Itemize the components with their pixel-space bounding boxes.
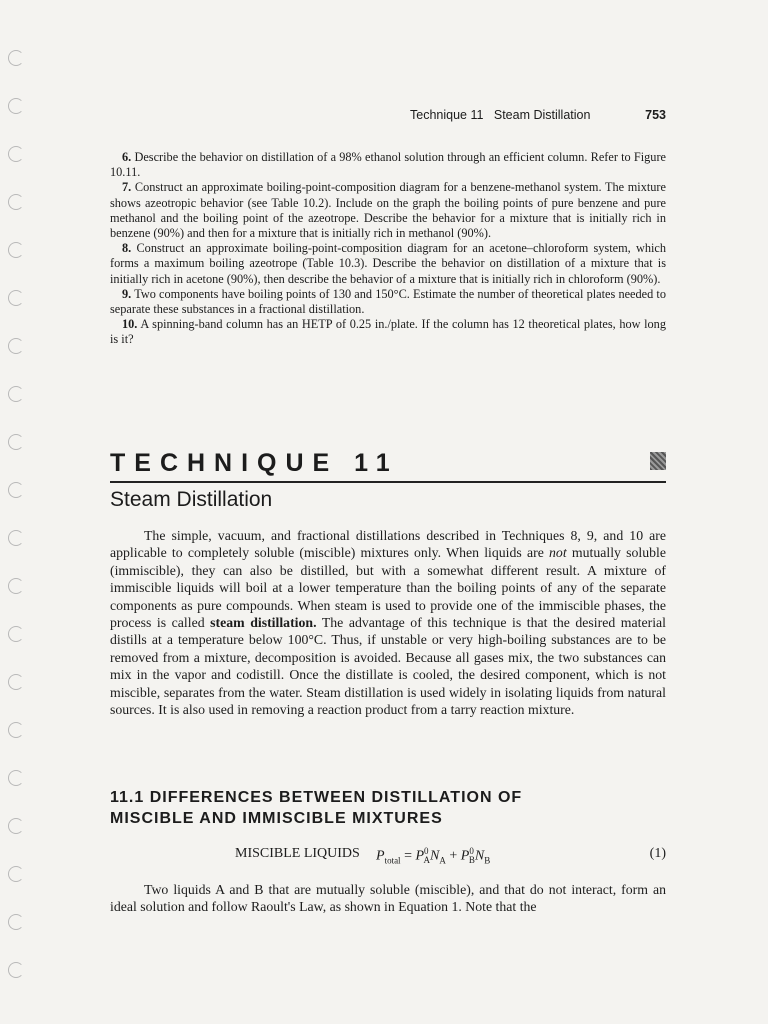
section-heading-line-2: MISCIBLE AND IMMISCIBLE MIXTURES <box>110 810 443 827</box>
intro-bold-term: steam distillation. <box>210 615 317 631</box>
section-heading <box>110 787 666 829</box>
equation-1 <box>110 846 666 866</box>
question-text: Describe the behavior on distillation of a 98% ethanol solution through an efficient column. Refer to Figure 10.11. <box>110 150 667 180</box>
question-number: 7. <box>122 180 132 195</box>
technique-header <box>110 448 666 478</box>
question-text: Two components have boiling points of 130 and 150°C. Estimate the number of theoretical plates needed to separate these substances in a fractional distillation. <box>110 286 666 317</box>
chapter-title: Steam Distillation <box>110 488 273 511</box>
page-number: 753 <box>645 108 666 122</box>
intro-text-1: The simple, vacuum, and fractional distillations described in Techniques 8, 9, and 10 are applicable to completely soluble (miscible) mixtures only. When liquids are <box>110 528 666 561</box>
question-item <box>110 241 666 287</box>
question-number: 10. <box>122 317 138 332</box>
technique-title: TECHNIQUE 11 <box>110 449 399 477</box>
page-header <box>410 108 666 122</box>
binding-holes <box>8 40 38 1000</box>
intro-text-3: The advantage of this technique is that the desired material distills at a temperature below 100°C. Thus, if unstable or very high-boiling substances are to be removed from a mixture, decomposition is avoided. Because all gases mix, the two substances can mix in the vapor and codistill. Once the distillate is cooled, the desired component, which is not miscible, separates from the water. Steam distillation is used widely in isolating liquids from natural sources. It is also used in removing a reaction product from a tarry reaction mixture. <box>110 615 666 718</box>
question-item <box>110 317 666 347</box>
equation-label: MISCIBLE LIQUIDS <box>235 846 360 861</box>
question-item <box>110 150 666 180</box>
section-heading-line-1: 11.1 DIFFERENCES BETWEEN DISTILLATION OF <box>110 789 523 806</box>
running-title: Technique 11 Steam Distillation <box>410 108 591 122</box>
question-number: 8. <box>122 241 132 256</box>
question-number: 9. <box>122 286 132 301</box>
question-text: A spinning-band column has an HETP of 0.25 in./plate. If the column has 12 theoretical plates, how long is it? <box>110 317 666 347</box>
equation-expression: $P_{total} = P^0_AN_A + P^0_BN_B$ <box>376 846 491 866</box>
intro-text-2: mutually soluble (immiscible), they can also be distilled, but with a somewhat different result. A mixture of immiscible liquids will boil at a lower temperature than the boiling points of any of the separate components as pure compounds. When steam is used to provide one of the immiscible phases, the process is called <box>110 545 666 631</box>
body-paragraph: Two liquids A and B that are mutually soluble (miscible), and that do not interact, form an ideal solution and follow Raoult's Law, as shown in Equation 1. Note that the <box>110 882 666 915</box>
question-text: Construct an approximate boiling-point-composition diagram for an acetone–chloroform system, which forms a maximum boiling azeotrope (Table 10.3). Describe the behavior on distillation of a mixture that is initially rich in acetone (90%), then describe the behavior of a mixture that is initially rich in chloroform (90%). <box>110 241 666 286</box>
question-list <box>110 150 666 348</box>
technique-rule <box>110 481 666 483</box>
equation-number: (1) <box>649 846 666 861</box>
question-number: 6. <box>122 150 132 164</box>
intro-emphasis: not <box>549 545 567 561</box>
question-item <box>110 180 666 241</box>
intro-paragraph <box>110 527 666 718</box>
question-item <box>110 287 666 317</box>
technique-marker-icon <box>650 452 666 470</box>
question-text: Construct an approximate boiling-point-composition diagram for a benzene-methanol system. The mixture shows azeotropic behavior (see Table 10.2). Include on the graph the boiling points of pure benzene and pure methanol and the boiling point of the azeotrope. Describe the behavior for a mixture that is initially rich in benzene (90%) and then for a mixture that is initially rich in methanol (90%). <box>110 180 666 241</box>
